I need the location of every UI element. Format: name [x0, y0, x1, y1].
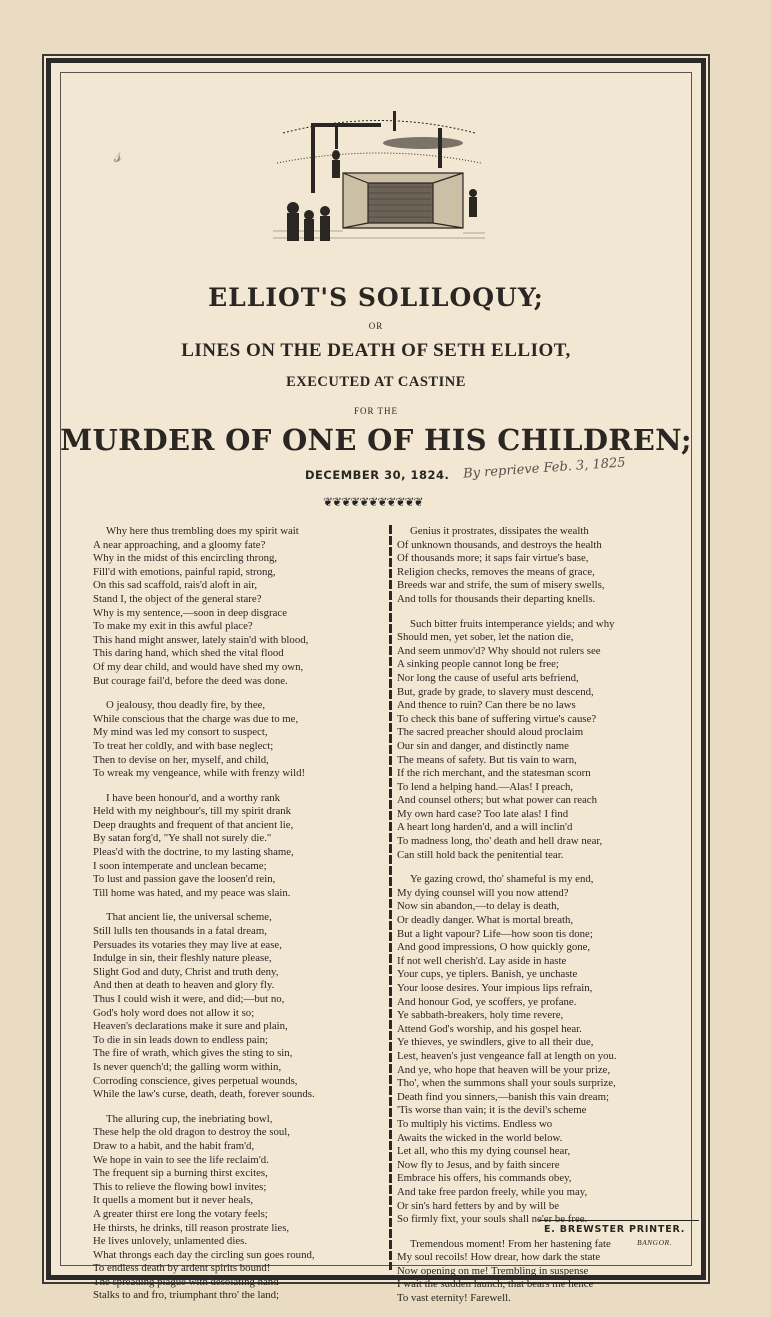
title-date: DECEMBER 30, 1824. — [305, 468, 450, 482]
poem-line: Your loose desires. Your impious lips refrain, — [397, 982, 593, 994]
stanza — [397, 618, 697, 863]
poem-line: Of unknown thousands, and destroys the health — [397, 538, 602, 551]
poem-line: A heart long harden'd, and a will inclin'd — [397, 821, 573, 834]
poem-line: Now fly to Jesus, and by faith sincere — [397, 1158, 560, 1171]
poem-line: A near approaching, and a gloomy fate? — [93, 538, 266, 551]
poem-line: He lives unlovely, unlamented dies. — [93, 1235, 248, 1248]
poem-line: But a light vapour? Life—how soon tis done; — [397, 927, 593, 940]
poem-line: On this sad scaffold, rais'd aloft in air, — [93, 579, 258, 592]
poem-line: The fire of wrath, which gives the sting to sin, — [93, 1047, 293, 1060]
printer-rule — [539, 1220, 699, 1221]
poem-line: Persuades its votaries they may live at ease, — [93, 938, 282, 951]
poem-line: Of thousands more; it saps fair virtue's base, — [397, 552, 589, 565]
stanza — [93, 525, 393, 688]
poem-line: To treat her coldly, and with base neglect; — [93, 739, 274, 752]
poem-line: To wreak my vengeance, while with frenzy wild! — [93, 767, 306, 780]
title-line-2: LINES ON THE DEATH OF SETH ELLIOT, — [181, 340, 571, 361]
poem-line: My dying counsel will you now attend? — [397, 886, 569, 899]
poem-line: Let all, who this my dying counsel hear, — [397, 1145, 571, 1158]
poem-line: Awaits the wicked in the world below. — [397, 1131, 563, 1144]
poem-line: To lust and passion gave the loosen'd rein, — [93, 873, 276, 886]
poem-line: I wait the sudden launch, that bears me hence — [397, 1278, 594, 1291]
poem-line: The frequent sip a burning thirst excites, — [93, 1167, 268, 1180]
poem-line: To vast eternity! Farewell. — [397, 1292, 511, 1305]
stanza — [93, 699, 393, 781]
handwritten-annotation: 𝓈 — [112, 142, 122, 169]
handwritten-reprieve-note: By reprieve Feb. 3, 1825 — [462, 455, 627, 482]
poem-line: Embrace his offers, his commands obey, — [397, 1172, 572, 1185]
title-line-3: EXECUTED AT CASTINE — [286, 374, 466, 390]
poem-line: He thirsts, he drinks, till reason prostrate lies, — [93, 1221, 290, 1234]
poem-line: Ye sabbath-breakers, holy time revere, — [397, 1009, 564, 1022]
poem-line: And counsel others; but what power can reach — [397, 794, 597, 807]
poem-line: 'Tis worse than vain; it is the devil's scheme — [397, 1104, 587, 1117]
poem-line: While conscious that the charge was due to me, — [93, 712, 299, 725]
printer-imprint: E. BREWSTER PRINTER. — [544, 1224, 686, 1235]
title-or: OR — [368, 321, 384, 331]
poem-left-column — [93, 525, 393, 1314]
poem-line: And honour God, ye scoffers, ye profane. — [397, 995, 577, 1008]
poem-line: Why is my sentence,—soon in deep disgrace — [93, 606, 287, 619]
poem-line: Ye thieves, ye swindlers, give to all their due, — [397, 1036, 594, 1049]
stanza — [93, 911, 393, 1101]
poem-line: A sinking people cannot long be free; — [397, 658, 559, 671]
poem-line: Of my dear child, and would have shed my own, — [93, 660, 304, 673]
poem-line: I soon intemperate and unclean became; — [93, 859, 267, 872]
poem-line: We hope in vain to see the life reclaim'd. — [93, 1153, 269, 1166]
poem-line: Tho', when the summons shall your souls surprize, — [397, 1077, 616, 1090]
poem-line: To multiply his victims. Endless wo — [397, 1117, 553, 1130]
poem-line: If the rich merchant, and the statesman scorn — [397, 767, 591, 780]
poem-line: Such bitter fruits intemperance yields; and why — [410, 617, 615, 630]
poem-line: My soul recoils! How drear, how dark the state — [397, 1251, 601, 1264]
poem-line: And then at death to heaven and glory fly. — [93, 979, 275, 992]
poem-line: To endless death by ardent spirits bound! — [93, 1262, 271, 1275]
poem-line: Why here thus trembling does my spirit wait — [106, 525, 299, 537]
poem-line: Now sin abandon,—to delay is death, — [397, 900, 560, 913]
poem-line: Nor long the cause of useful arts befriend, — [397, 671, 579, 684]
poem-line: Attend God's worship, and his gospel hear. — [397, 1022, 582, 1035]
gallows-woodcut-illustration — [273, 103, 485, 243]
poem-line: And tolls for thousands their departing knells. — [397, 592, 596, 605]
poem-line: My own hard case? Too late alas! I find — [397, 807, 569, 820]
poem-line: Draw to a habit, and the habit fram'd, — [93, 1139, 255, 1152]
poem-line: The spreading plague with desolating hand — [93, 1275, 279, 1288]
stanza — [93, 792, 393, 901]
poem-line: Can still hold back the penitential tear. — [397, 848, 564, 861]
poem-line: What throngs each day the circling sun goes round, — [93, 1248, 315, 1261]
poem-line: Indulge in sin, their fleshly nature please, — [93, 952, 272, 965]
poem-line: My mind was led my consort to suspect, — [93, 726, 268, 739]
stanza — [397, 1238, 697, 1306]
poem-line: Slight God and duty, Christ and truth deny, — [93, 965, 279, 978]
stanza — [397, 525, 697, 607]
poem-line: And seem unmov'd? Why should not rulers see — [397, 644, 601, 657]
title-for-the: FOR THE — [353, 406, 399, 416]
poem-line: Pleas'd with the doctrine, to my lasting shame, — [93, 846, 294, 859]
poem-line: Fill'd with emotions, painful rapid, strong, — [93, 565, 276, 578]
poem-line: O jealousy, thou deadly fire, by thee, — [106, 699, 266, 712]
poem-line: Held with my neighbour's, till my spirit drank — [93, 805, 292, 818]
poem-line: Religion checks, removes the means of grace, — [397, 565, 595, 578]
poem-line: To lend a helping hand.—Alas! I preach, — [397, 780, 574, 793]
poem-line: Tremendous moment! From her hastening fate — [410, 1237, 611, 1250]
poem-line: But courage fail'd, before the deed was done. — [93, 674, 288, 687]
poem-line: And ye, who hope that heaven will be your prize, — [397, 1063, 611, 1076]
poem-line: Is never quench'd; the galling worm within, — [93, 1060, 282, 1073]
poem-line: Deep draughts and frequent of that ancient lie, — [93, 818, 294, 831]
poem-line: Now opening on me! Trembling in suspense — [397, 1264, 589, 1277]
poem-line: To check this bane of suffering virtue's cause? — [397, 712, 597, 725]
poem-line: This hand might answer, lately stain'd with blood, — [93, 633, 309, 646]
poem-line: Or sin's hard fetters by and by will be — [397, 1199, 560, 1212]
title-line-5: MURDER OF ONE OF HIS CHILDREN; — [60, 423, 692, 457]
poem-line: Thus I could wish it were, and did;—but no, — [93, 993, 285, 1005]
poem-line: By satan forg'd, "Ye shall not surely die." — [93, 832, 272, 845]
poem-line: And thence to ruin? Can there be no laws — [397, 699, 576, 712]
poem-line: God's holy word does not allow it so; — [93, 1006, 255, 1019]
poem-line: Breeds war and strife, the sum of misery swells, — [397, 579, 605, 592]
poem-line: Our sin and danger, and distinctly name — [397, 739, 569, 752]
poem-line: These help the old dragon to destroy the soul, — [93, 1126, 291, 1139]
title-main: ELLIOT'S SOLILOQUY; — [208, 283, 544, 312]
poem-line: While the law's curse, death, death, forever sounds. — [93, 1088, 315, 1101]
poem-line: Heaven's declarations make it sure and plain, — [93, 1020, 288, 1033]
poem-line: To die in sin leads down to endless pain; — [93, 1033, 268, 1046]
poem-line: This daring hand, which shed the vital flood — [93, 647, 284, 660]
poem-line: It quells a moment but it never heals, — [93, 1194, 254, 1207]
column-divider — [389, 525, 392, 1270]
decorative-ornament-rule: ❦❦❦❦❦❦❦❦❦❦❦ — [323, 495, 423, 509]
poem-line: Why in the midst of this encircling throng, — [93, 552, 278, 565]
poem-line: Your cups, ye tiplers. Banish, ye unchaste — [397, 968, 578, 981]
poem-line: I have been honour'd, and a worthy rank — [106, 791, 281, 804]
poem-line: Then to devise on her, myself, and child, — [93, 753, 269, 766]
poem-line: Corroding conscience, gives perpetual wounds, — [93, 1074, 298, 1087]
poem-line: If not well cherish'd. Lay aside in haste — [397, 954, 567, 967]
poem-line: Still lulls ten thousands in a fatal dream, — [93, 925, 267, 938]
poem-line: Stalks to and fro, triumphant thro' the land; — [93, 1289, 280, 1302]
poem-line: And good impressions, O how quickly gone, — [397, 941, 591, 954]
poem-line: Should men, yet sober, let the nation die, — [397, 631, 574, 644]
poem-line: To madness long, tho' death and hell draw near, — [397, 835, 603, 848]
poem-line: Stand I, the object of the general stare? — [93, 592, 262, 605]
poem-line: Till home was hated, and my peace was slain. — [93, 886, 291, 899]
poem-line: Ye gazing crowd, tho' shameful is my end, — [410, 873, 594, 886]
poem-line: That ancient lie, the universal scheme, — [106, 911, 272, 924]
poem-line: Or deadly danger. What is mortal breath, — [397, 914, 574, 927]
poem-line: But, grade by grade, to slavery must descend, — [397, 685, 594, 698]
stanza — [93, 1113, 393, 1303]
broadside-sheet — [46, 58, 706, 1305]
poem-right-column — [397, 525, 697, 1317]
printer-city: BANGOR. — [637, 1238, 672, 1247]
poem-line: So firmly fixt, your souls shall ne'er be free. — [397, 1213, 588, 1226]
poem-line: The sacred preacher should aloud proclaim — [397, 726, 584, 739]
poem-line: Lest, heaven's just vengeance fall at length on you. — [397, 1049, 617, 1062]
poem-line: The means of safety. But tis vain to warn, — [397, 753, 577, 766]
stanza — [397, 873, 697, 1226]
poem-line: Genius it prostrates, dissipates the wealth — [410, 525, 589, 537]
poem-line: A greater thirst ere long the votary feels; — [93, 1207, 268, 1220]
poem-line: Death find you sinners,—banish this vain dream; — [397, 1090, 609, 1103]
poem-line: And take free pardon freely, while you may, — [397, 1185, 588, 1198]
poem-line: The alluring cup, the inebriating bowl, — [106, 1112, 273, 1125]
poem-line: To make my exit in this awful place? — [93, 620, 253, 633]
poem-line: This to relieve the flowing bowl invites; — [93, 1180, 267, 1193]
